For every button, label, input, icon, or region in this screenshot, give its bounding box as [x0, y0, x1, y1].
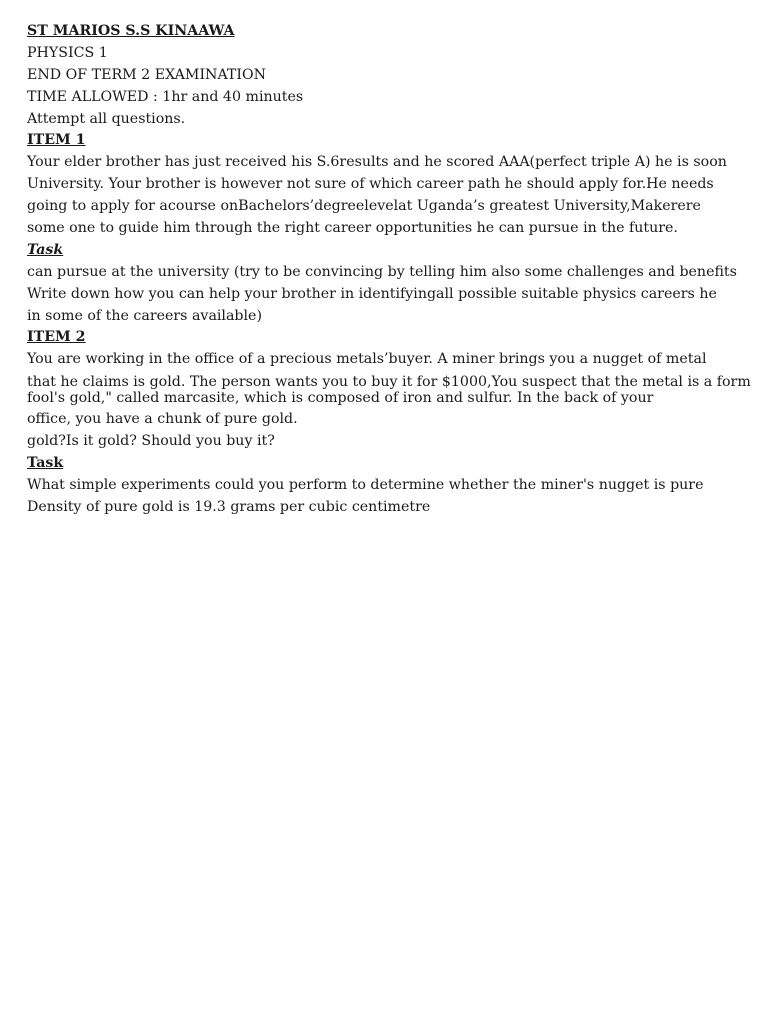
- item1-line: Your elder brother has just received his S.6results and he scored AAA(perfect triple A) he is soon: [27, 154, 727, 171]
- item2-task-line: Density of pure gold is 19.3 grams per cubic centimetre: [27, 498, 431, 515]
- item1-task-line: can pursue at the university (try to be convincing by telling him also some challenges and benefits: [27, 263, 737, 280]
- item2-heading: ITEM 2: [27, 329, 86, 346]
- item1-line: University. Your brother is however not sure of which career path he should apply for.He needs: [27, 176, 714, 193]
- item2-task-heading: Task: [27, 455, 64, 472]
- item1-task-line: Write down how you can help your brother in identifyingall possible suitable physics careers he: [27, 285, 717, 302]
- exam-document: [27, 21, 757, 519]
- instructions: Attempt all questions.: [27, 110, 186, 127]
- item1-line: going to apply for acourse onBachelors’degreelevelat Uganda’s greatest University,Makerere: [27, 198, 701, 215]
- time-allowed: TIME ALLOWED : 1hr and 40 minutes: [27, 88, 304, 105]
- item1-heading: ITEM 1: [27, 132, 86, 149]
- item2-line: that he claims is gold. The person wants you to buy it for $1000,You suspect that the metal is a form fool's gold," called marcasite, which is composed of iron and sulfur. In the back of your: [27, 374, 751, 407]
- item2-line: gold?Is it gold? Should you buy it?: [27, 433, 275, 450]
- item2-line: office, you have a chunk of pure gold.: [27, 411, 298, 428]
- school-name: ST MARIOS S.S KINAAWA: [27, 23, 235, 39]
- item1-task-line: in some of the careers available): [27, 307, 262, 324]
- item2-line: You are working in the office of a precious metals’buyer. A miner brings you a nugget of metal: [27, 351, 707, 368]
- item1-task-heading: Task: [27, 241, 64, 258]
- item1-line: some one to guide him through the right career opportunities he can pursue in the future.: [27, 220, 678, 237]
- subject-title: PHYSICS 1: [27, 44, 108, 61]
- item2-task-line: What simple experiments could you perform to determine whether the miner's nugget is pure: [27, 476, 704, 493]
- exam-title: END OF TERM 2 EXAMINATION: [27, 66, 267, 83]
